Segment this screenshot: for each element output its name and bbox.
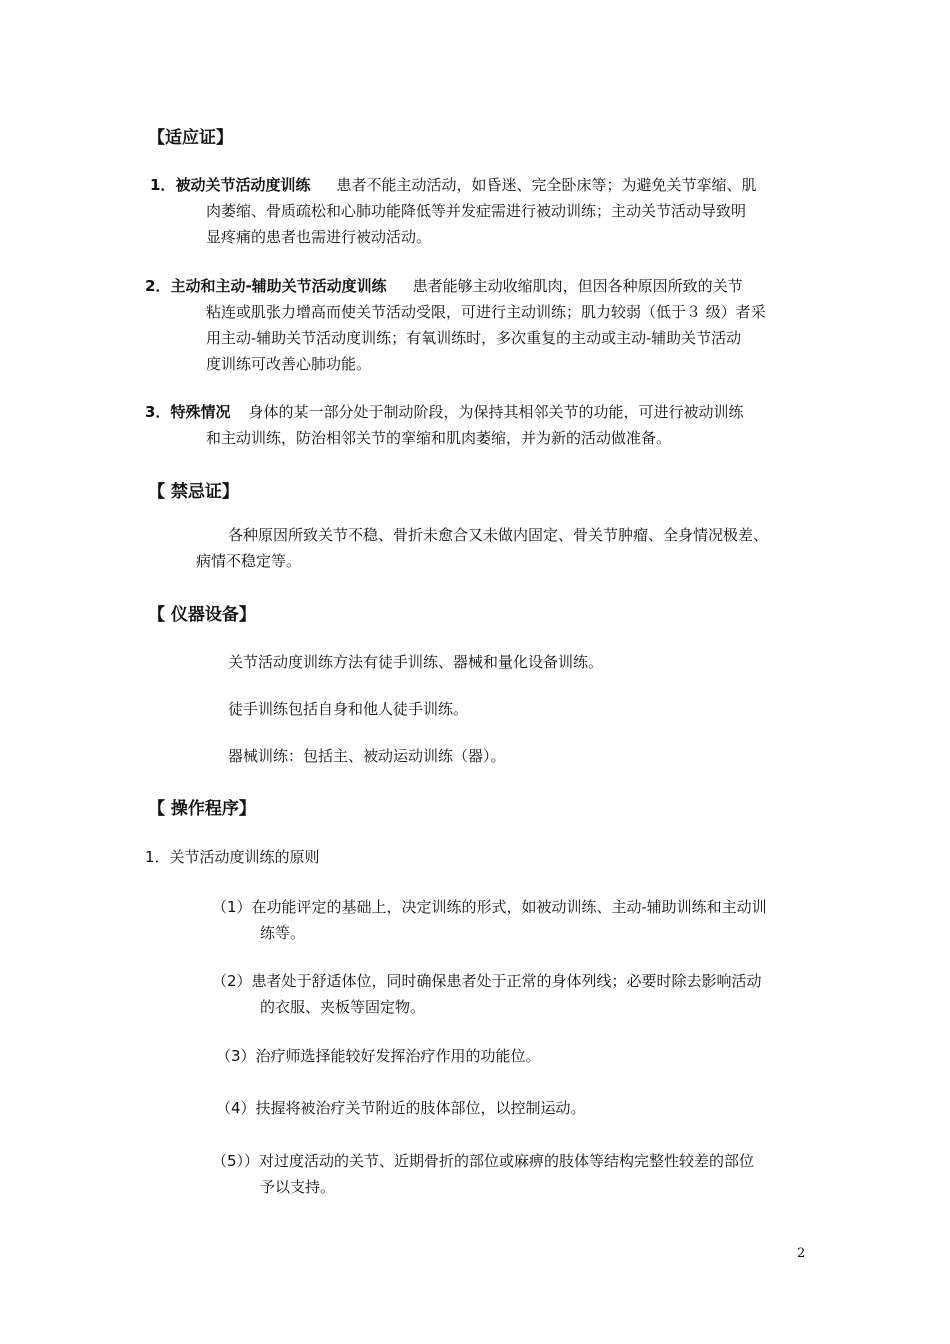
item-number: 3．: [145, 403, 171, 421]
step-text-line: 对过度活动的关节、近期骨折的部位或麻痹的肢体等结构完整性较差的部位: [259, 1152, 755, 1170]
procedure-subheading: 1．关节活动度训练的原则: [145, 848, 320, 866]
item-text-line: 和主动训练，防治相邻关节的挛缩和肌肉萎缩，并为新的活动做准备。: [206, 429, 672, 447]
step-label: （1）: [212, 898, 252, 916]
item-title: 特殊情况: [170, 403, 231, 421]
step-text-line: 的衣服、夹板等固定物。: [260, 998, 426, 1016]
procedure-step-1: [212, 894, 767, 946]
item-text-line: 患者不能主动活动，如昏迷、完全卧床等；为避免关节挛缩、肌: [336, 176, 757, 194]
step-label: （4）: [216, 1099, 256, 1117]
item-text-line: 粘连或肌张力增高而使关节活动受限，可进行主动训练；肌力较弱（低于３ 级）者采: [206, 303, 766, 321]
step-label: （2）: [212, 972, 252, 990]
step-label: （3）: [216, 1047, 256, 1065]
contraindications-text: [196, 522, 768, 574]
text-line: 病情不稳定等。: [196, 552, 302, 570]
item-number: 1．: [150, 176, 176, 194]
step-text-line: 扶握将被治疗关节附近的肢体部位，以控制运动。: [255, 1099, 586, 1117]
item-text-line: 显疼痛的患者也需进行被动活动。: [206, 228, 432, 246]
item-text-line: 肉萎缩、骨质疏松和心肺功能降低等并发症需进行被动训练；主动关节活动导致明: [206, 202, 747, 220]
indication-item-1: [150, 172, 756, 250]
item-title: 被动关节活动度训练: [175, 176, 311, 194]
procedure-step-3: [216, 1043, 541, 1069]
equipment-paragraph: 关节活动度训练方法有徒手训练、器械和量化设备训练。: [228, 653, 604, 671]
equipment-heading: 【 仪器设备】: [148, 605, 256, 625]
step-label: （5））: [212, 1152, 260, 1170]
step-text-line: 治疗师选择能较好发挥治疗作用的功能位。: [255, 1047, 541, 1065]
item-number: 2．: [145, 277, 171, 295]
procedure-step-4: [216, 1095, 586, 1121]
contraindications-heading: 【 禁忌证】: [148, 482, 239, 502]
procedure-step-2: [212, 968, 762, 1020]
equipment-paragraph: 徒手训练包括自身和他人徒手训练。: [228, 700, 469, 718]
procedure-step-5: [212, 1148, 754, 1200]
item-text-line: 用主动-辅助关节活动度训练；有氧训练时，多次重复的主动或主动-辅助关节活动: [206, 329, 742, 347]
text-line: 各种原因所致关节不稳、骨折未愈合又未做内固定、骨关节肿瘤、全身情况极差、: [228, 526, 769, 544]
indication-item-2: [145, 273, 766, 377]
indication-item-3: [145, 399, 743, 451]
step-text-line: 在功能评定的基础上，决定训练的形式，如被动训练、主动-辅助训练和主动训: [251, 898, 767, 916]
item-text-line: 患者能够主动收缩肌肉，但因各种原因所致的关节: [412, 277, 743, 295]
indications-heading: 【适应证】: [148, 128, 233, 148]
step-text-line: 患者处于舒适体位，同时确保患者处于正常的身体列线；必要时除去影响活动: [251, 972, 762, 990]
equipment-paragraph: 器械训练：包括主、被动运动训练（器）。: [228, 747, 506, 765]
procedure-heading: 【 操作程序】: [148, 799, 256, 819]
page-number: 2: [797, 1246, 806, 1261]
item-text-line: 度训练可改善心肺功能。: [206, 355, 372, 373]
step-text-line: 予以支持。: [260, 1178, 336, 1196]
step-text-line: 练等。: [260, 924, 306, 942]
item-text-line: 身体的某一部分处于制动阶段，为保持其相邻关节的功能，可进行被动训练: [248, 403, 744, 421]
item-title: 主动和主动-辅助关节活动度训练: [170, 277, 387, 295]
